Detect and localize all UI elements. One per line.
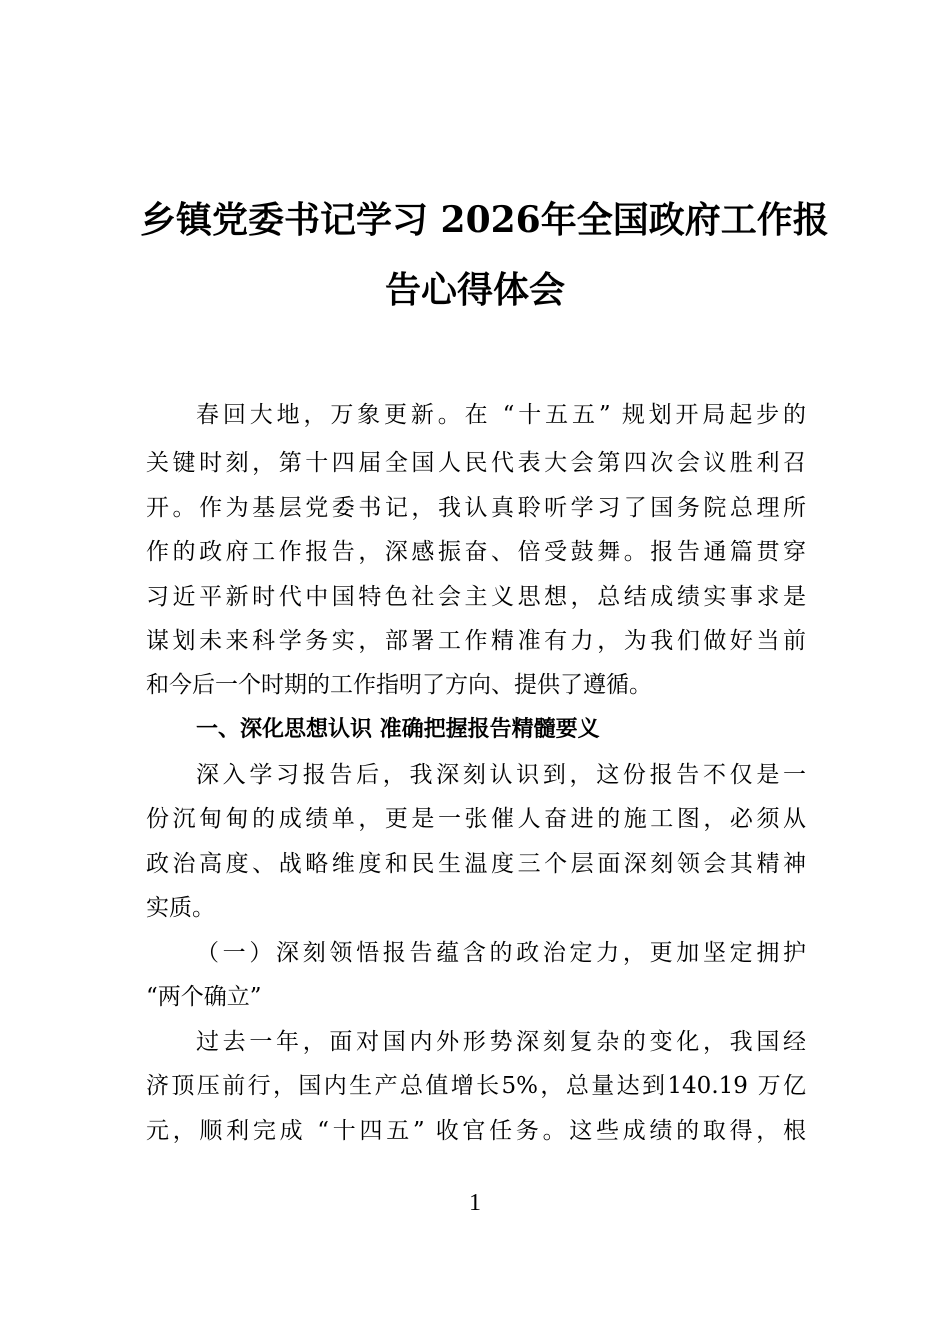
body-line-11: 实质。 [146, 895, 215, 921]
body-line-3: 开。作为基层党委书记，我认真聆听学习了国务院总理所 [146, 495, 806, 521]
subsection-heading-line-1: （一）深刻领悟报告蕴含的政治定力，更加坚定拥护 [196, 940, 806, 966]
subsection-heading-line-2: “两个确立” [146, 984, 262, 1010]
body-line-12: 过去一年，面对国内外形势深刻复杂的变化，我国经 [196, 1029, 806, 1055]
body-line-4: 作的政府工作报告，深感振奋、倍受鼓舞。报告通篇贯穿 [146, 539, 806, 565]
body-line-9: 份沉甸甸的成绩单，更是一张催人奋进的施工图，必须从 [146, 806, 806, 832]
body-line-6: 谋划未来科学务实，部署工作精准有力，为我们做好当前 [146, 628, 806, 654]
body-line-5: 习近平新时代中国特色社会主义思想，总结成绩实事求是 [146, 584, 806, 610]
page-number: 1 [469, 1190, 481, 1216]
section-heading-1: 一、深化思想认识 准确把握报告精髓要义 [196, 717, 600, 742]
body-line-1: 春回大地，万象更新。在 “十五五” 规划开局起步的 [196, 402, 806, 428]
body-line-13: 济顶压前行，国内生产总值增长5%，总量达到140.19 万亿 [146, 1073, 806, 1099]
document-title-line-2: 告心得体会 [384, 269, 565, 311]
document-title-line-1: 乡镇党委书记学习 2026年全国政府工作报 [140, 199, 829, 241]
body-line-8: 深入学习报告后，我深刻认识到，这份报告不仅是一 [196, 762, 806, 788]
body-line-2: 关键时刻，第十四届全国人民代表大会第四次会议胜利召 [146, 450, 806, 476]
body-line-14: 元，顺利完成 “十四五” 收官任务。这些成绩的取得，根 [146, 1118, 806, 1144]
body-line-10: 政治高度、战略维度和民生温度三个层面深刻领会其精神 [146, 851, 806, 877]
body-line-7: 和今后一个时期的工作指明了方向、提供了遵循。 [146, 672, 652, 698]
